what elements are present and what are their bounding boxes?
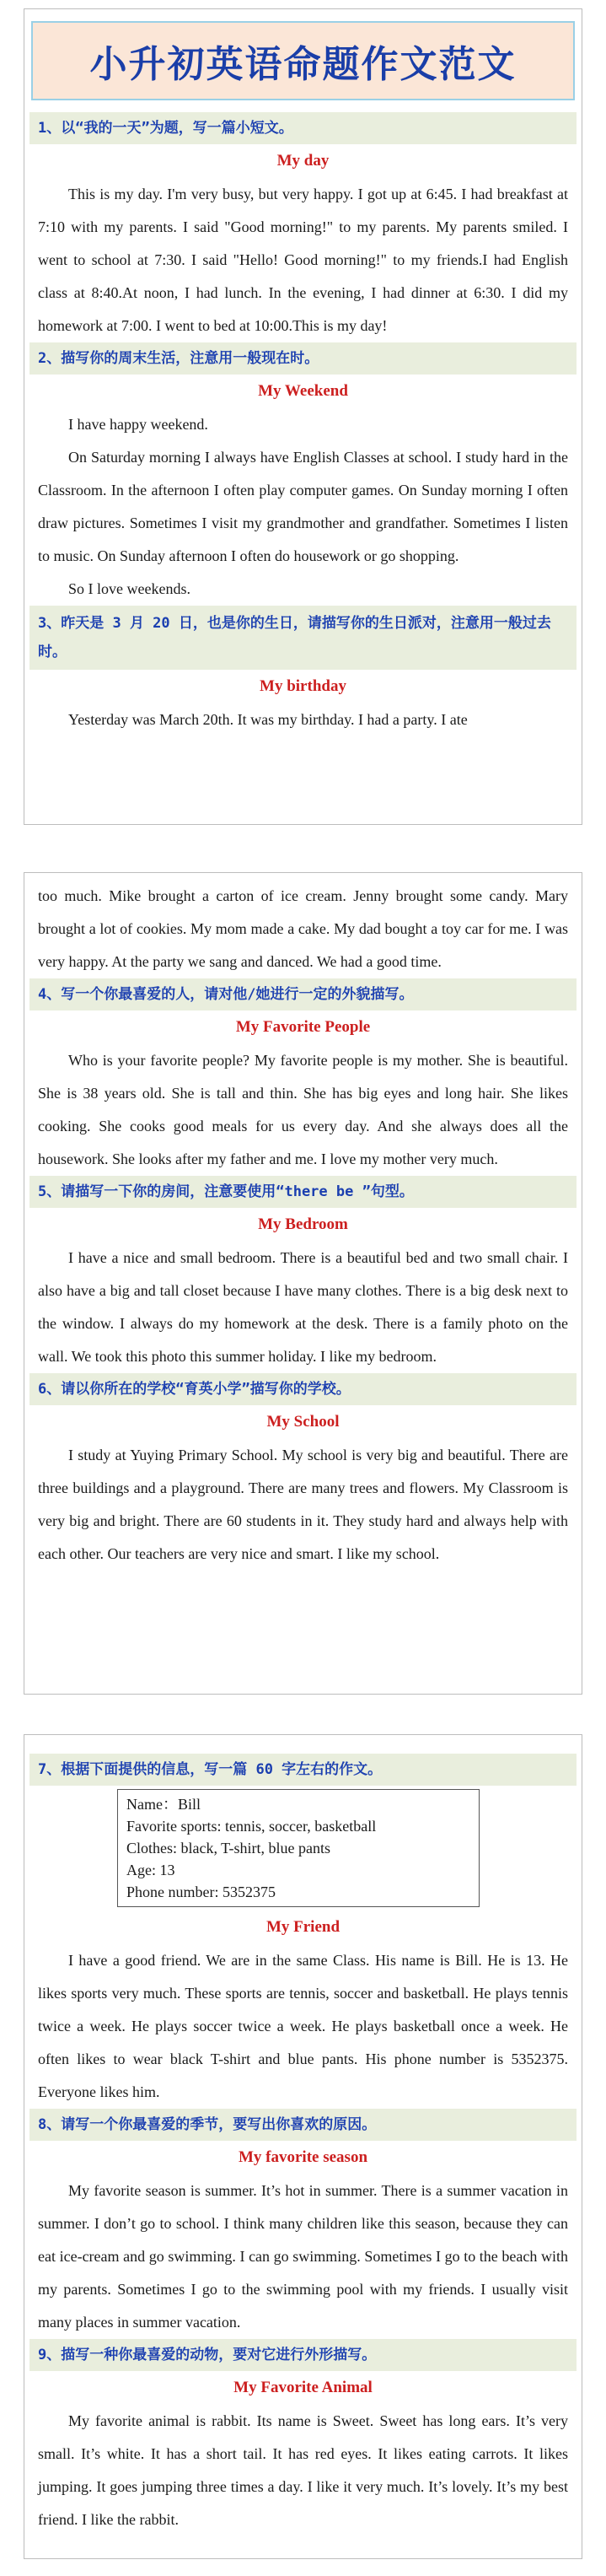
essay-7-paragraph: I have a good friend. We are in the same Class. His name is Bill. He is 13. He likes sports very much. These sports are tennis, soccer and basketball. He plays tennis twice a week. He plays soccer twice a week. He plays basketball once a week. He often likes to wear black T-shirt and blue pants. His phone number is 5352375. Everyone likes him.: [38, 1952, 568, 2100]
prompt-8: 8、请写一个你最喜爱的季节，要写出你喜欢的原因。: [29, 2109, 577, 2141]
essay-title-5: My Bedroom: [258, 1215, 348, 1233]
info-age: Age: 13: [126, 1862, 175, 1878]
prompt-5: 5、请描写一下你的房间，注意要使用“there be ”句型。: [29, 1176, 577, 1208]
essay-title-2: My Weekend: [258, 382, 348, 400]
essay-5-paragraph: I have a nice and small bedroom. There is a beautiful bed and two small chair. I also have a big and tall closet because I have many clothes. There is a big desk next to the window. I always do my homework at the desk. There is a family photo on the wall. We took this photo this summer holiday. I like my bedroom.: [38, 1249, 568, 1365]
essay-title-1: My day: [276, 152, 330, 170]
essay-2-paragraph-2: On Saturday morning I always have English Classes at school. I study hard in the Classroom. In the afternoon I often play computer games. On Sunday morning I often draw pictures. Sometimes I visit my grandmother and grandfather. Sometimes I listen to music. On Sunday afternoon I often do housework or go shopping.: [38, 449, 568, 564]
essay-6-paragraph: I study at Yuying Primary School. My school is very big and beautiful. There are three buildings and a playground. There are many trees and flowers. My Classroom is very big and bright. There are 60 students in it. They study hard and always help with each other. Our teachers are very nice and smart. I like my school.: [38, 1447, 568, 1562]
info-clothes: Clothes: black, T-shirt, blue pants: [126, 1840, 330, 1857]
prompt-1: 1、以“我的一天”为题，写一篇小短文。: [29, 112, 577, 144]
essay-title-4: My Favorite People: [235, 1018, 371, 1036]
prompt-2: 2、描写你的周末生活，注意用一般现在时。: [29, 342, 577, 375]
info-box: [117, 1789, 480, 1907]
essay-2-paragraph-3: So I love weekends.: [68, 580, 190, 597]
page-title: 小升初英语命题作文范文: [89, 43, 517, 86]
essay-title-3: My birthday: [260, 677, 346, 695]
prompt-9: 9、描写一种你最喜爱的动物，要对它进行外形描写。: [29, 2339, 577, 2371]
essay-1-paragraph: This is my day. I'm very busy, but very happy. I got up at 6:45. I had breakfast at 7:10 with my parents. I said "Good morning!" to my parents. My parents smiled. I went to school at 7:30. I said "Hello! Good morning!" to my friends.I had English class at 8:40.At noon, I had lunch. In the evening, I had dinner at 6:30. I did my homework at 7:00. I went to bed at 10:00.This is my day!: [38, 186, 568, 334]
essay-title-8: My favorite season: [238, 2148, 368, 2166]
prompt-3: 3、昨天是 3 月 20 日，也是你的生日，请描写你的生日派对，注意用一般过去时。: [29, 606, 577, 670]
essay-title-9: My Favorite Animal: [233, 2379, 373, 2396]
page-card-3: [24, 1734, 582, 2559]
essay-3-paragraph-start: Yesterday was March 20th. It was my birthday. I had a party. I ate: [68, 711, 468, 728]
page-card-1: [24, 8, 582, 825]
info-name: Name：Bill: [126, 1796, 201, 1813]
prompt-6: 6、请以你所在的学校“育英小学”描写你的学校。: [29, 1373, 577, 1405]
title-banner: [31, 21, 575, 100]
essay-title-6: My School: [266, 1413, 340, 1431]
essay-8-paragraph: My favorite season is summer. It’s hot in summer. There is a summer vacation in summer. I don’t go to school. I think many children like this season, because they can eat ice-cream and go swimming. I can go swimming. Sometimes I go to the beach with my parents. Sometimes I go to the swimming pool with my friends. I usually visit many places in summer vacation.: [38, 2182, 568, 2331]
essay-2-paragraph-1: I have happy weekend.: [68, 416, 208, 433]
essay-9-paragraph: My favorite animal is rabbit. Its name is Sweet. Sweet has long ears. It’s very small. It’s white. It has a short tail. It has red eyes. It likes eating carrots. It likes jumping. It goes jumping three times a day. I like it very much. It’s lovely. It’s my best friend. I like the rabbit.: [38, 2412, 568, 2528]
prompt-7: 7、根据下面提供的信息，写一篇 60 字左右的作文。: [29, 1754, 577, 1786]
prompt-4: 4、写一个你最喜爱的人，请对他/她进行一定的外貌描写。: [29, 978, 577, 1010]
info-phone: Phone number: 5352375: [126, 1883, 276, 1900]
page-card-2: [24, 872, 582, 1695]
essay-title-7: My Friend: [265, 1918, 341, 1936]
essay-3-paragraph-cont: too much. Mike brought a carton of ice cream. Jenny brought some candy. Mary brought a lot of cookies. My mom made a cake. My dad bought a toy car for me. I was very happy. At the party we sang and danced. We had a good time.: [38, 887, 568, 970]
info-sports: Favorite sports: tennis, soccer, basketball: [126, 1818, 377, 1835]
essay-4-paragraph: Who is your favorite people? My favorite people is my mother. She is beautiful. She is 38 years old. She is tall and thin. She has big eyes and long hair. She likes cooking. She cooks good meals for us every day. And she always does all the housework. She looks after my father and me. I love my mother very much.: [38, 1052, 568, 1167]
